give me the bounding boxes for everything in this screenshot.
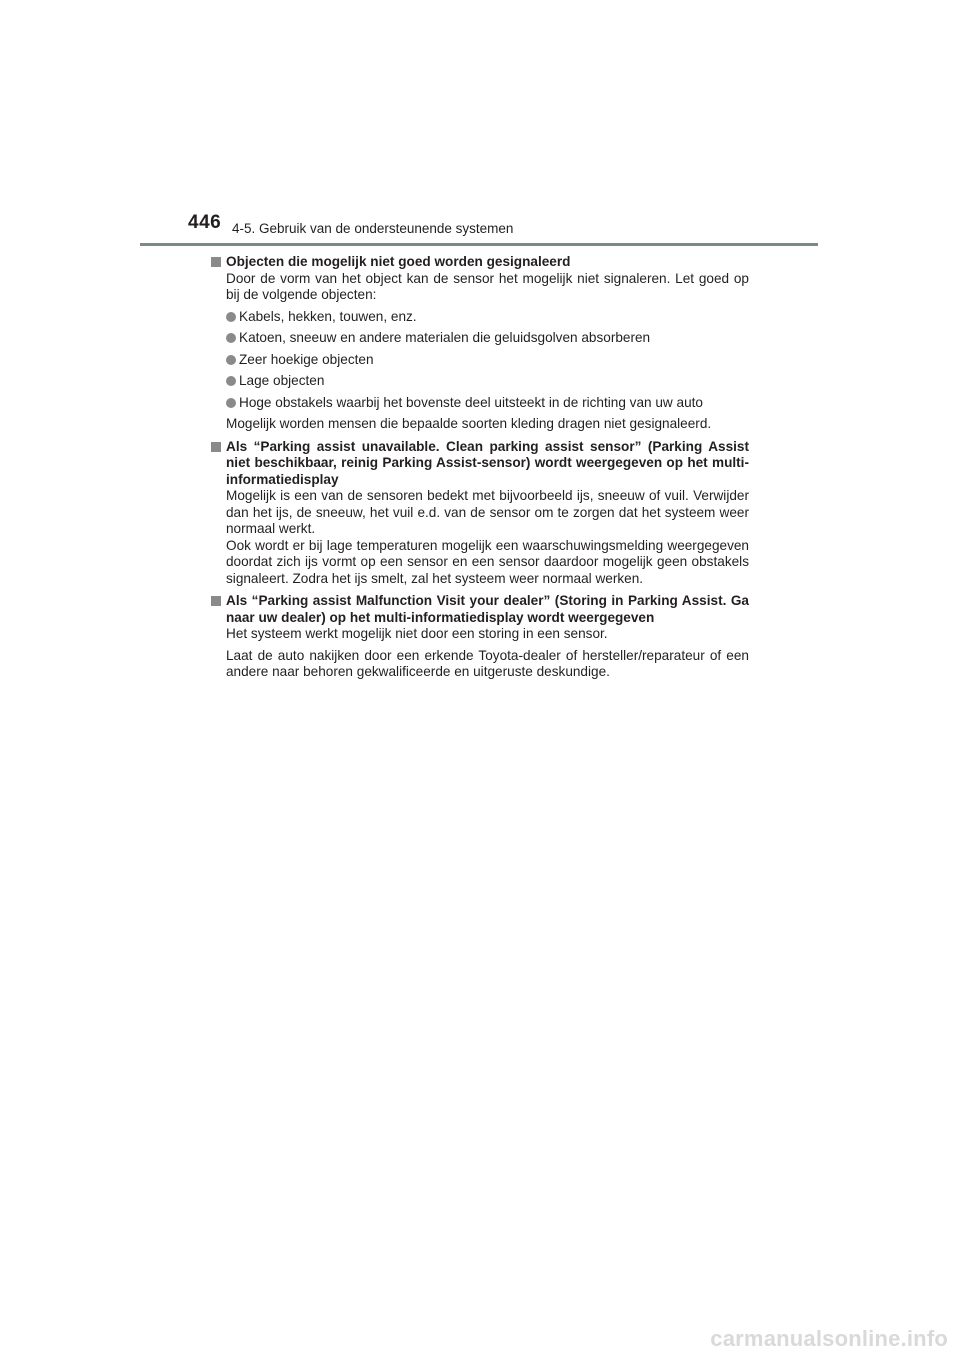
list-item (211, 309, 749, 326)
round-bullet-icon (226, 333, 236, 343)
heading-text: Objecten die mogelijk niet goed worden gesignaleerd (226, 254, 571, 269)
list-item-text: Lage objecten (239, 373, 325, 388)
list-item-text: Katoen, sneeuw en andere materialen die geluidsgolven absorberen (239, 330, 651, 345)
section-sensor-malfunction (211, 593, 749, 681)
section-heading (211, 593, 749, 626)
round-bullet-icon (226, 355, 236, 365)
list-item-text: Kabels, hekken, touwen, enz. (239, 308, 417, 324)
header-divider (140, 243, 818, 246)
heading-text: Als “Parking assist unavailable. Clean parking assist sensor” (Parking Assist niet beschikbaar, reinig Parking Assist-sensor) wordt weergegeven op het multi-informatiedisplay (226, 438, 749, 487)
paragraph: Het systeem werkt mogelijk niet door een storing in een sensor. (226, 626, 608, 641)
list-item (211, 395, 749, 412)
page-number: 446 (188, 212, 222, 233)
chapter-title: 4-5. Gebruik van de ondersteunende systemen (232, 221, 514, 236)
section-undetectable-objects (211, 254, 749, 433)
list-item (211, 330, 749, 347)
square-bullet-icon (211, 257, 221, 267)
paragraph: Ook wordt er bij lage temperaturen mogelijk een waarschuwingsmelding weergegeven doordat zich ijs vormt op een sensor en een sensor daardoor mogelijk geen obstakels signaleert. Zodra het ijs smelt, zal het systeem weer normaal werken. (226, 537, 749, 586)
section-sensor-unavailable (211, 439, 749, 588)
page-header (0, 0, 960, 250)
paragraph: Mogelijk is een van de sensoren bedekt met bijvoorbeeld ijs, sneeuw of vuil. Verwijder dan het ijs, de sneeuw, het vuil e.d. van de sensor om te zorgen dat het systeem weer normaal werkt. (226, 488, 749, 536)
square-bullet-icon (211, 596, 221, 606)
heading-text: Als “Parking assist Malfunction Visit your dealer” (Storing in Parking Assist. Ga naar uw dealer) op het multi-informatiedisplay wordt weergegeven (226, 593, 749, 625)
list-item (211, 352, 749, 369)
paragraph: Door de vorm van het object kan de sensor het mogelijk niet signaleren. Let goed op bij de volgende objecten: (226, 270, 749, 302)
paragraph: Laat de auto nakijken door een erkende Toyota-dealer of hersteller/reparateur of een andere naar behoren gekwalificeerde en uitgeruste deskundige. (226, 647, 749, 679)
paragraph: Mogelijk worden mensen die bepaalde soorten kleding dragen niet gesignaleerd. (226, 416, 712, 431)
list-item-text: Zeer hoekige objecten (239, 351, 374, 367)
square-bullet-icon (211, 442, 221, 452)
list-item (211, 373, 749, 390)
round-bullet-icon (226, 398, 236, 408)
round-bullet-icon (226, 312, 236, 322)
round-bullet-icon (226, 376, 236, 386)
page-content (211, 254, 749, 687)
section-heading (211, 254, 749, 271)
list-item-text: Hoge obstakels waarbij het bovenste deel uitsteekt in de richting van uw auto (239, 394, 703, 410)
watermark: carmanualsonline.info (710, 1326, 948, 1351)
section-heading (211, 439, 749, 489)
